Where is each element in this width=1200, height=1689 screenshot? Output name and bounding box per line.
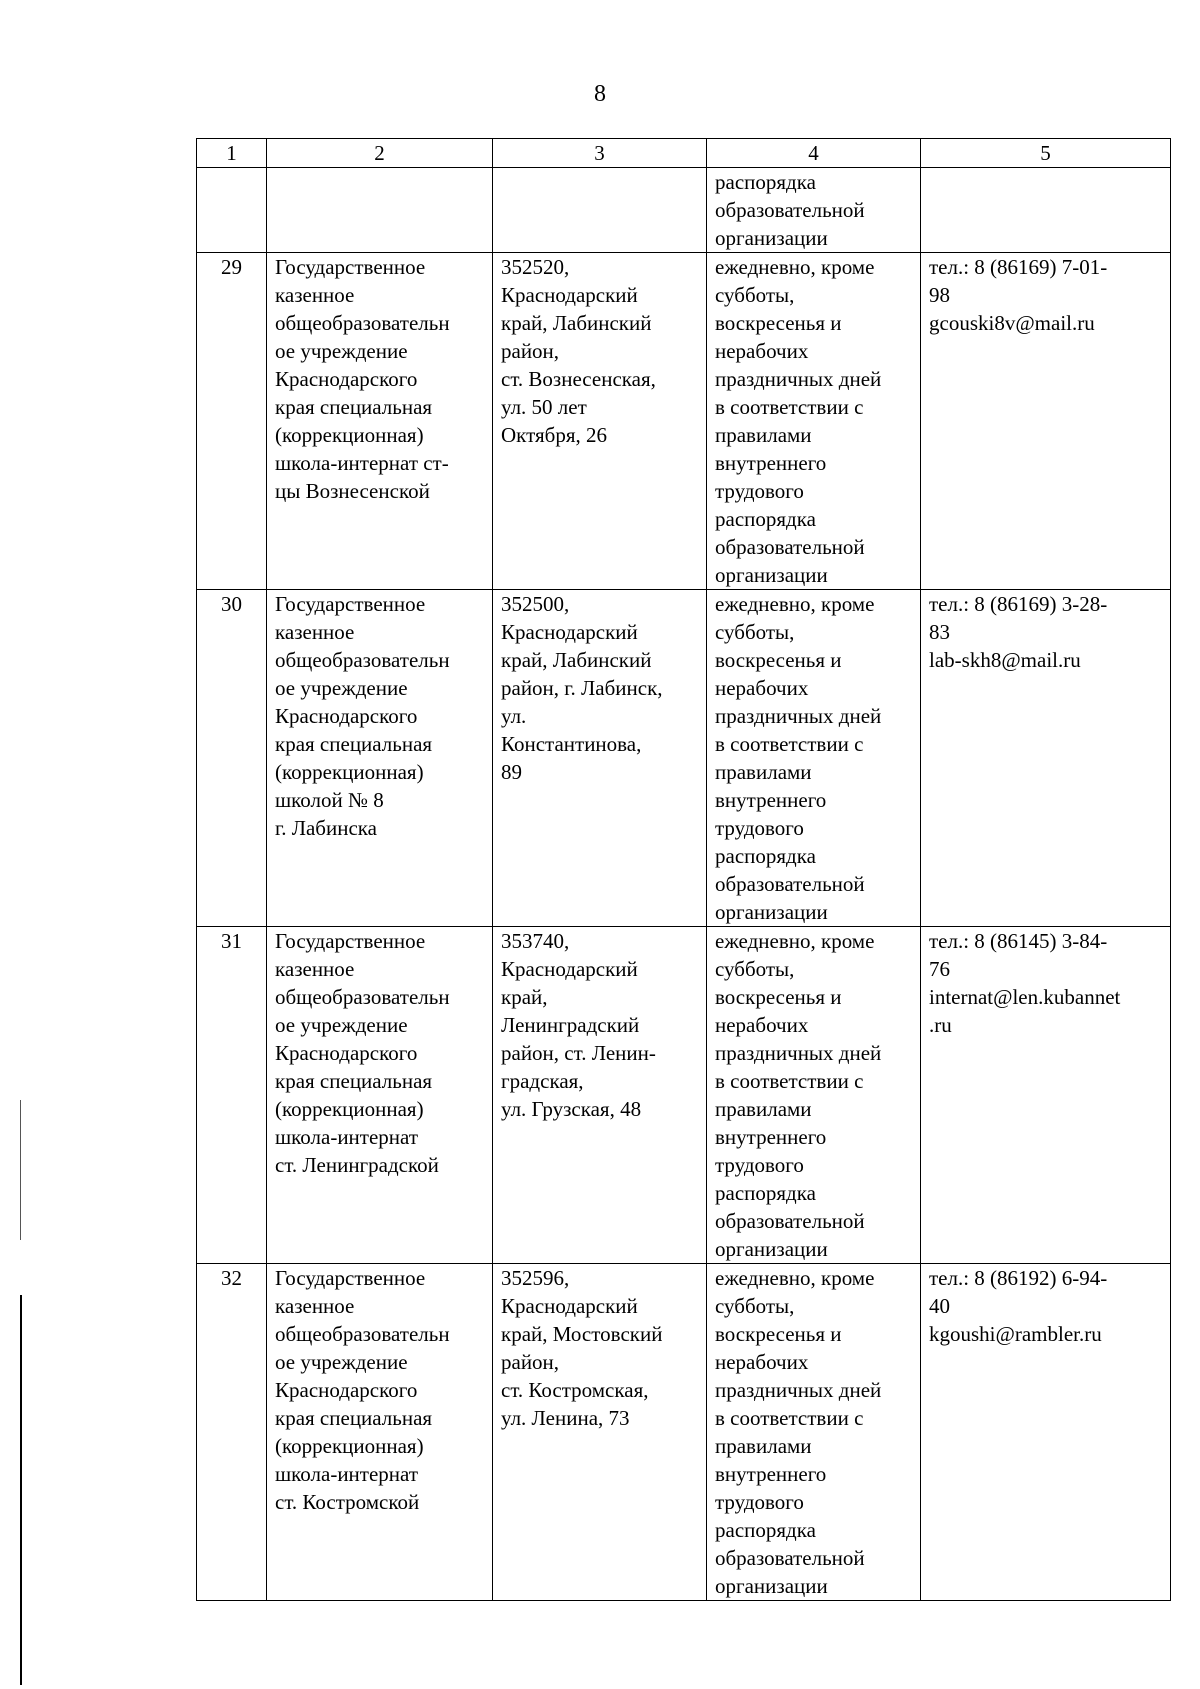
institution-address: 352500, Краснодарский край, Лабинский район, г. Лабинск, ул. Константинова, 89 (493, 590, 707, 927)
institution-name: Государственное казенное общеобразовательн ое учреждение Краснодарского края специальная (коррекционная) школой № 8 г. Лабинска (267, 590, 493, 927)
institution-name: Государственное казенное общеобразовательн ое учреждение Краснодарского края специальная (коррекционная) школа-интернат ст. Костромской (267, 1264, 493, 1601)
working-schedule: ежедневно, кроме субботы, воскресенья и нерабочих праздничных дней в соответствии с правилами внутреннего трудового распорядка образовательной организации (707, 1264, 921, 1601)
table-row (197, 1264, 1171, 1601)
column-number: 3 (493, 139, 707, 168)
row-number: 32 (197, 1264, 267, 1601)
institutions-table (196, 138, 1171, 1601)
institution-address: 352520, Краснодарский край, Лабинский район, ст. Вознесенская, ул. 50 лет Октября, 26 (493, 253, 707, 590)
column-number-row (197, 139, 1171, 168)
page-number: 8 (594, 81, 606, 107)
scan-margin-line (20, 1295, 22, 1685)
scan-margin-line (20, 1100, 21, 1240)
working-schedule: ежедневно, кроме субботы, воскресенья и нерабочих праздничных дней в соответствии с правилами внутреннего трудового распорядка образовательной организации (707, 927, 921, 1264)
institution-address (493, 168, 707, 253)
column-number: 4 (707, 139, 921, 168)
working-schedule: ежедневно, кроме субботы, воскресенья и нерабочих праздничных дней в соответствии с правилами внутреннего трудового распорядка образовательной организации (707, 253, 921, 590)
column-number: 5 (921, 139, 1171, 168)
contact-info: тел.: 8 (86169) 7-01- 98 gcouski8v@mail.ru (921, 253, 1171, 590)
institution-address: 353740, Краснодарский край, Ленинградский район, ст. Ленин- градская, ул. Грузская, 48 (493, 927, 707, 1264)
institution-name: Государственное казенное общеобразовательн ое учреждение Краснодарского края специальная (коррекционная) школа-интернат ст. Ленинградской (267, 927, 493, 1264)
row-number: 31 (197, 927, 267, 1264)
table-row (197, 590, 1171, 927)
working-schedule: распорядка образовательной организации (707, 168, 921, 253)
row-number (197, 168, 267, 253)
contact-info: тел.: 8 (86145) 3-84- 76 internat@len.kubannet .ru (921, 927, 1171, 1264)
column-number: 1 (197, 139, 267, 168)
contact-info: тел.: 8 (86169) 3-28- 83 lab-skh8@mail.ru (921, 590, 1171, 927)
institution-address: 352596, Краснодарский край, Мостовский район, ст. Костромская, ул. Ленина, 73 (493, 1264, 707, 1601)
row-number: 30 (197, 590, 267, 927)
table-row (197, 168, 1171, 253)
table-row (197, 253, 1171, 590)
institution-name (267, 168, 493, 253)
row-number: 29 (197, 253, 267, 590)
table-row (197, 927, 1171, 1264)
contact-info (921, 168, 1171, 253)
contact-info: тел.: 8 (86192) 6-94- 40 kgoushi@rambler.ru (921, 1264, 1171, 1601)
column-number: 2 (267, 139, 493, 168)
working-schedule: ежедневно, кроме субботы, воскресенья и нерабочих праздничных дней в соответствии с правилами внутреннего трудового распорядка образовательной организации (707, 590, 921, 927)
institution-name: Государственное казенное общеобразовательн ое учреждение Краснодарского края специальная (коррекционная) школа-интернат ст- цы Вознесенской (267, 253, 493, 590)
